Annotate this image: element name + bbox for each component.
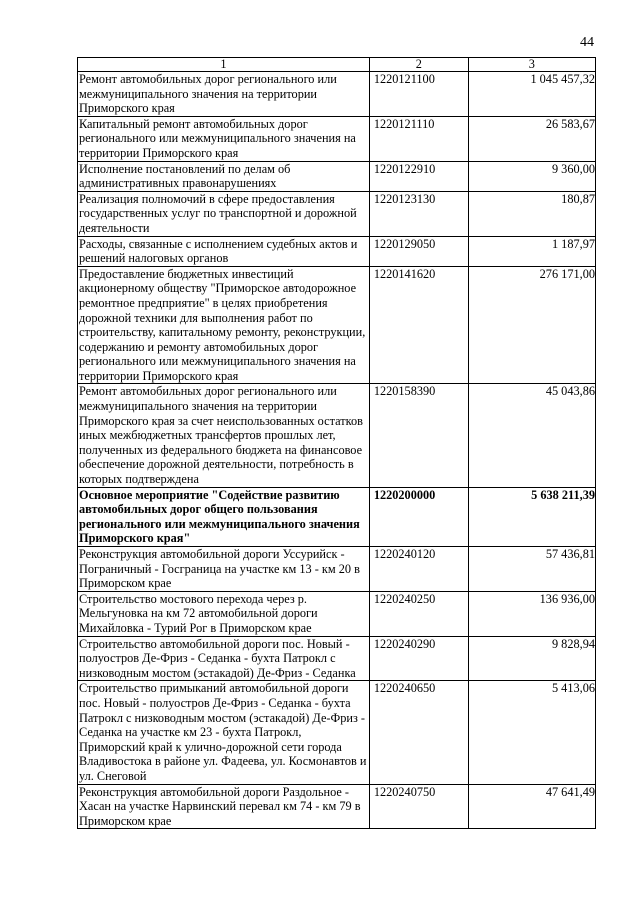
row-code: 1220240650 xyxy=(369,681,468,784)
budget-table xyxy=(77,57,596,829)
table-row xyxy=(78,116,596,161)
row-amount: 276 171,00 xyxy=(468,266,595,384)
row-amount: 26 583,67 xyxy=(468,116,595,161)
header-col-3: 3 xyxy=(468,58,595,72)
row-code: 1220240290 xyxy=(369,636,468,681)
table-row xyxy=(78,191,596,236)
row-code: 1220158390 xyxy=(369,384,468,487)
row-code: 1220121100 xyxy=(369,72,468,117)
row-name: Реконструкция автомобильной дороги Раздольное - Хасан на участке Нарвинский перевал км 74 - км 79 в Приморском крае xyxy=(78,784,370,829)
row-name: Строительство примыканий автомобильной дороги пос. Новый - полуостров Де-Фриз - Седанка - бухта Патрокл с низководным мостом (эстакадой) Де-Фриз - Седанка на участке км 23 - бухта Патрокл, Приморский край к улично-дорожной сети города Владивостока в районе ул. Фадеева, ул. Космонавтов и ул. Снеговой xyxy=(78,681,370,784)
row-code: 1220129050 xyxy=(369,236,468,266)
row-amount: 1 045 457,32 xyxy=(468,72,595,117)
row-name: Исполнение постановлений по делам об административных правонарушениях xyxy=(78,161,370,191)
table-row xyxy=(78,161,596,191)
row-code: 1220121110 xyxy=(369,116,468,161)
row-code: 1220122910 xyxy=(369,161,468,191)
row-name: Строительство автомобильной дороги пос. Новый - полуостров Де-Фриз - Седанка - бухта Патрокл с низководным мостом (эстакадой) Де-Фриз - Седанка xyxy=(78,636,370,681)
row-name: Реализация полномочий в сфере предоставления государственных услуг по транспортной и дорожной деятельности xyxy=(78,191,370,236)
row-code: 1220200000 xyxy=(369,487,468,546)
row-code: 1220141620 xyxy=(369,266,468,384)
row-amount: 57 436,81 xyxy=(468,547,595,592)
table-row xyxy=(78,236,596,266)
table-row xyxy=(78,591,596,636)
row-name: Строительство мостового перехода через р. Мельгуновка на км 72 автомобильной дороги Михайловка - Турий Рог в Приморском крае xyxy=(78,591,370,636)
row-code: 1220123130 xyxy=(369,191,468,236)
row-amount: 47 641,49 xyxy=(468,784,595,829)
row-name: Ремонт автомобильных дорог регионального или межмуниципального значения на территории Приморского края xyxy=(78,72,370,117)
row-name: Предоставление бюджетных инвестиций акционерному обществу "Приморское автодорожное ремонтное предприятие" в целях приобретения дорожной техники для выполнения работ по строительству, капитальному ремонту, реконструкции, содержанию и ремонту автомобильных дорог регионального или межмуниципального значения на территории Приморского края xyxy=(78,266,370,384)
row-code: 1220240750 xyxy=(369,784,468,829)
row-amount: 180,87 xyxy=(468,191,595,236)
row-code: 1220240250 xyxy=(369,591,468,636)
header-col-1: 1 xyxy=(78,58,370,72)
row-code: 1220240120 xyxy=(369,547,468,592)
table-row-section xyxy=(78,487,596,546)
row-name: Капитальный ремонт автомобильных дорог регионального или межмуниципального значения на территории Приморского края xyxy=(78,116,370,161)
table-header-row xyxy=(78,58,596,72)
row-amount: 1 187,97 xyxy=(468,236,595,266)
row-name: Реконструкция автомобильной дороги Уссурийск - Пограничный - Госграница на участке км 13 - км 20 в Приморском крае xyxy=(78,547,370,592)
row-amount: 136 936,00 xyxy=(468,591,595,636)
row-amount: 45 043,86 xyxy=(468,384,595,487)
table-row xyxy=(78,72,596,117)
row-amount: 5 413,06 xyxy=(468,681,595,784)
table-row xyxy=(78,681,596,784)
row-name: Расходы, связанные с исполнением судебных актов и решений налоговых органов xyxy=(78,236,370,266)
row-amount: 9 360,00 xyxy=(468,161,595,191)
header-col-2: 2 xyxy=(369,58,468,72)
row-name: Основное мероприятие "Содействие развитию автомобильных дорог общего пользования регионального или межмуниципального значения Приморского края" xyxy=(78,487,370,546)
table-row xyxy=(78,636,596,681)
page-number: 44 xyxy=(580,35,594,50)
table-row xyxy=(78,784,596,829)
row-amount: 9 828,94 xyxy=(468,636,595,681)
table-row xyxy=(78,384,596,487)
table-row xyxy=(78,266,596,384)
row-amount: 5 638 211,39 xyxy=(468,487,595,546)
row-name: Ремонт автомобильных дорог регионального или межмуниципального значения на территории Приморского края за счет неиспользованных остатков иных межбюджетных трансфертов прошлых лет, полученных из федерального бюджета на финансовое обеспечение дорожной деятельности, потребность в которых подтверждена xyxy=(78,384,370,487)
table-row xyxy=(78,547,596,592)
